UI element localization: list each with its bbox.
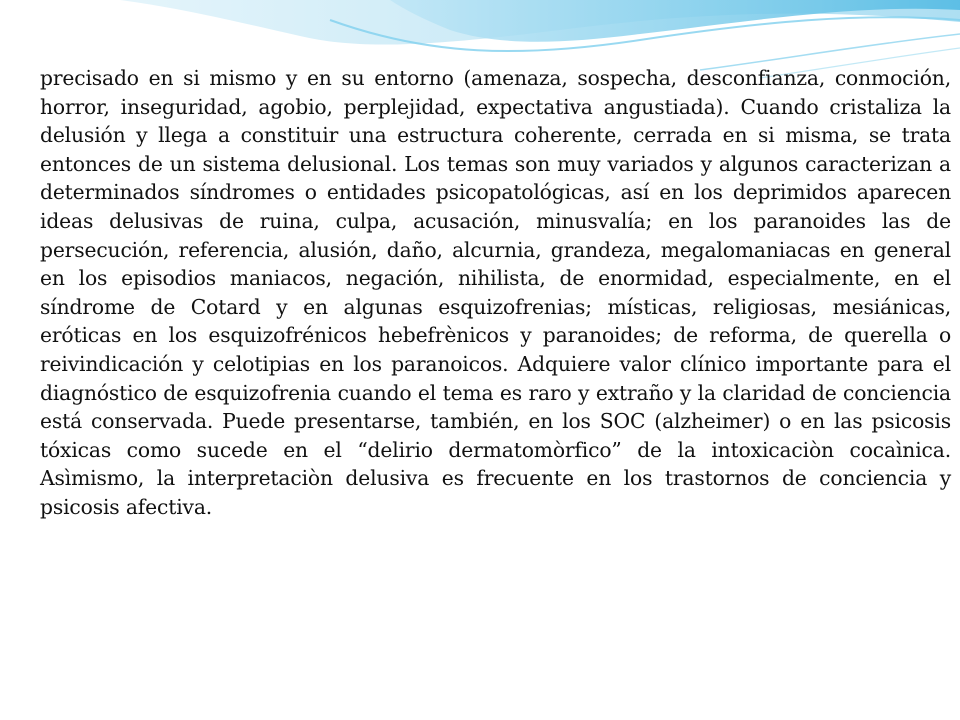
body-paragraph: precisado en si mismo y en su entorno (amenaza, sospecha, desconfianza, conmoción, horror, inseguridad, agobio, perplejidad, expectativa angustiada). Cuando cristaliza la delusión y llega a constituir una estructura coherente, cerrada en si misma, se trata entonces de un sistema delusional. Los temas son muy variados y algunos caracterizan a determinados síndromes o entidades psicopatológicas, así en los deprimidos aparecen ideas delusivas de ruina, culpa, acusación, minusvalía; en los paranoides las de persecución, referencia, alusión, daño, alcurnia, grandeza, megalomaniacas en general en los episodios maniacos, negación, nihilista, de enormidad, especialmente, en el síndrome de Cotard y en algunas esquizofrenias; místicas, religiosas, mesiánicas, eróticas en los esquizofrénicos hebefrènicos y paranoides; de reforma, de querella o reivindicación y celotipias en los paranoicos. Adquiere valor clínico importante para el diagnóstico de esquizofrenia cuando el tema es raro y extraño y la claridad de conciencia está conservada. Puede presentarse, también, en los SOC (alzheimer) o en las psicosis tóxicas como sucede en el “delirio dermatomòrfico” de la intoxicaciòn cocaìnica. Asìmismo, la interpretaciòn delusiva es frecuente en los trastornos de conciencia y psicosis afectiva. [40,66,951,519]
